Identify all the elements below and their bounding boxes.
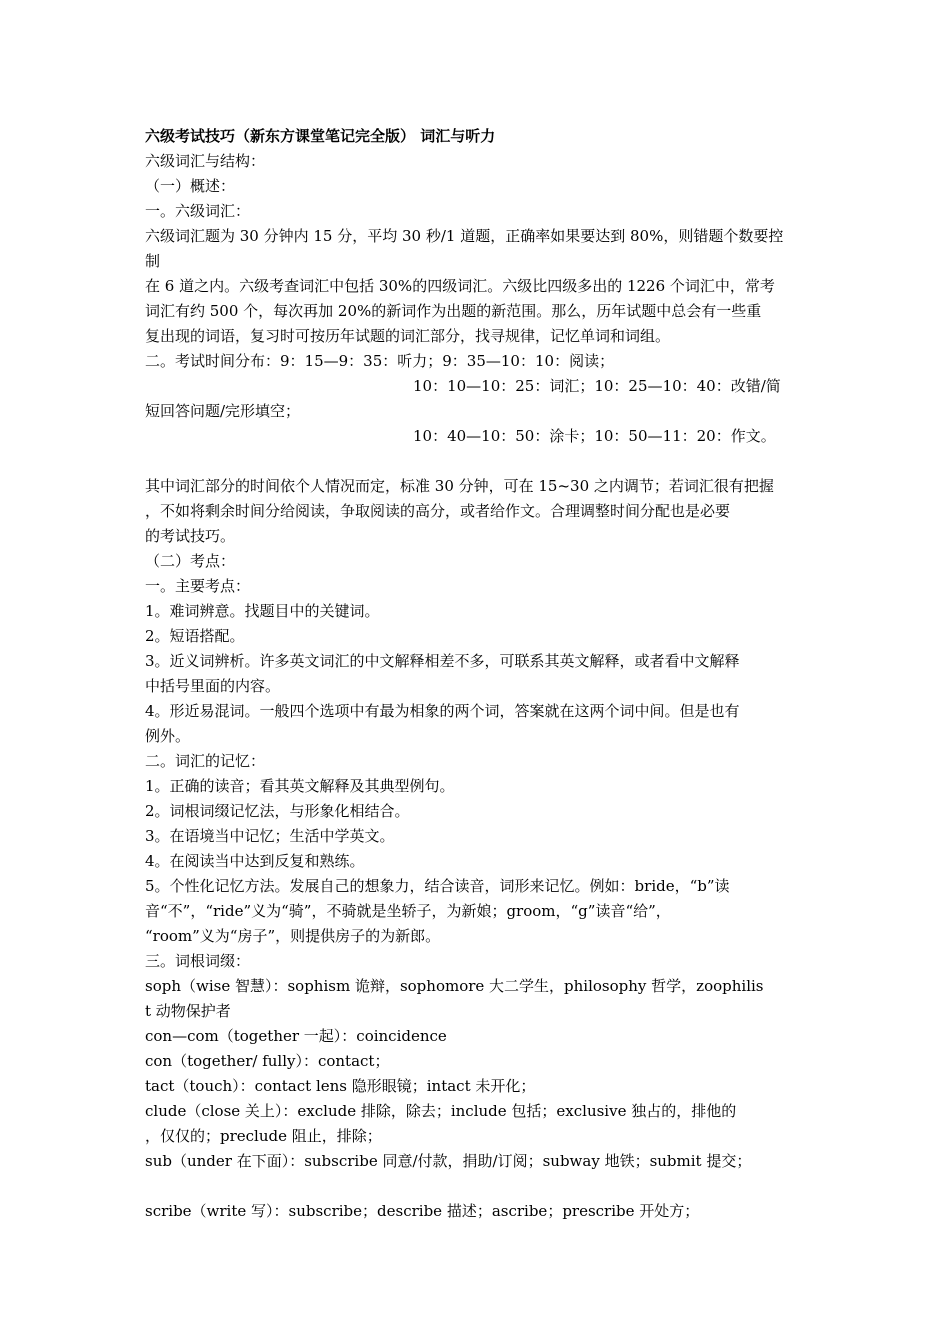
- text-line: clude（close 关上）：exclude 排除，除去；include 包括；exclusive 独占的，排他的: [145, 1102, 737, 1120]
- text-line: 三。词根词缀：: [145, 952, 251, 970]
- text-line: 例外。: [145, 727, 191, 745]
- text-line: 其中词汇部分的时间依个人情况而定，标准 30 分钟，可在 15~30 之内调节；若词汇很有把握: [145, 477, 774, 495]
- text-line-indented: 10：40—10：50：涂卡；10：50—11：20：作文。: [413, 427, 776, 445]
- text-line: con（together/ fully）：contact；: [145, 1052, 390, 1070]
- text-line: 复出现的词语，复习时可按历年试题的词汇部分，找寻规律，记忆单词和词组。: [145, 327, 671, 345]
- text-line: 词汇有约 500 个，每次再加 20%的新词作为出题的新范围。那么，历年试题中总会有一些重: [145, 302, 762, 320]
- text-line: 1。正确的读音；看其英文解释及其典型例句。: [145, 777, 455, 795]
- text-line: t 动物保护者: [145, 1002, 231, 1020]
- text-line: 3。近义词辨析。许多英文词汇的中文解释相差不多，可联系其英文解释，或者看中文解释: [145, 652, 740, 670]
- text-line: 短回答问题/完形填空；: [145, 402, 301, 420]
- text-line: 5。个性化记忆方法。发展自己的想象力，结合读音，词形来记忆。例如：bride，“b”读: [145, 877, 730, 895]
- text-line: con—com（together 一起）：coincidence: [145, 1027, 447, 1045]
- text-line: “room”义为“房子”，则提供房子的为新郎。: [145, 927, 441, 945]
- text-line: 一。主要考点：: [145, 577, 251, 595]
- blank-line: [145, 1174, 810, 1199]
- text-line: ，仅仅的；preclude 阻止，排除；: [145, 1127, 382, 1145]
- text-line: （一）概述：: [145, 177, 236, 195]
- text-line-indented: 10：10—10：25：词汇；10：25—10：40：改错/简: [413, 377, 781, 395]
- text-line: 制: [145, 252, 161, 270]
- text-line: （二）考点：: [145, 552, 236, 570]
- text-line: 4。形近易混词。一般四个选项中有最为相象的两个词，答案就在这两个词中间。但是也有: [145, 702, 740, 720]
- blank-line: [145, 449, 810, 474]
- text-line: sub（under 在下面）：subscribe 同意/付款，捐助/订阅；subway 地铁；submit 提交；: [145, 1152, 752, 1170]
- text-line: 在 6 道之内。六级考查词汇中包括 30%的四级词汇。六级比四级多出的 1226 个词汇中，常考: [145, 277, 775, 295]
- text-line: scribe（write 写）：subscribe；describe 描述；ascribe；prescribe 开处方；: [145, 1202, 700, 1220]
- text-line: 音“不”，“ride”义为“骑”，不骑就是坐轿子，为新娘；groom，“g”读音“给”，: [145, 902, 671, 920]
- document-title: 六级考试技巧（新东方课堂笔记完全版） 词汇与听力: [145, 127, 496, 145]
- text-line: 六级词汇与结构：: [145, 152, 266, 170]
- text-line: 二。考试时间分布：9：15—9：35：听力；9：35—10：10：阅读；: [145, 352, 615, 370]
- text-line: 的考试技巧。: [145, 527, 236, 545]
- text-line: tact（touch）：contact lens 隐形眼镜；intact 未开化；: [145, 1077, 536, 1095]
- text-line: 中括号里面的内容。: [145, 677, 281, 695]
- text-line: 2。短语搭配。: [145, 627, 245, 645]
- text-line: 一。六级词汇：: [145, 202, 251, 220]
- text-line: soph（wise 智慧）：sophism 诡辩，sophomore 大二学生，philosophy 哲学，zoophilis: [145, 977, 764, 995]
- text-line: 3。在语境当中记忆；生活中学英文。: [145, 827, 395, 845]
- text-line: 4。在阅读当中达到反复和熟练。: [145, 852, 365, 870]
- text-line: ，不如将剩余时间分给阅读，争取阅读的高分，或者给作文。合理调整时间分配也是必要: [145, 502, 731, 520]
- text-line: 2。词根词缀记忆法，与形象化相结合。: [145, 802, 410, 820]
- text-line: 二。词汇的记忆：: [145, 752, 266, 770]
- document-body: [145, 124, 810, 1224]
- text-line: 六级词汇题为 30 分钟内 15 分，平均 30 秒/1 道题，正确率如果要达到 80%，则错题个数要控: [145, 227, 784, 245]
- text-line: 1。难词辨意。找题目中的关键词。: [145, 602, 380, 620]
